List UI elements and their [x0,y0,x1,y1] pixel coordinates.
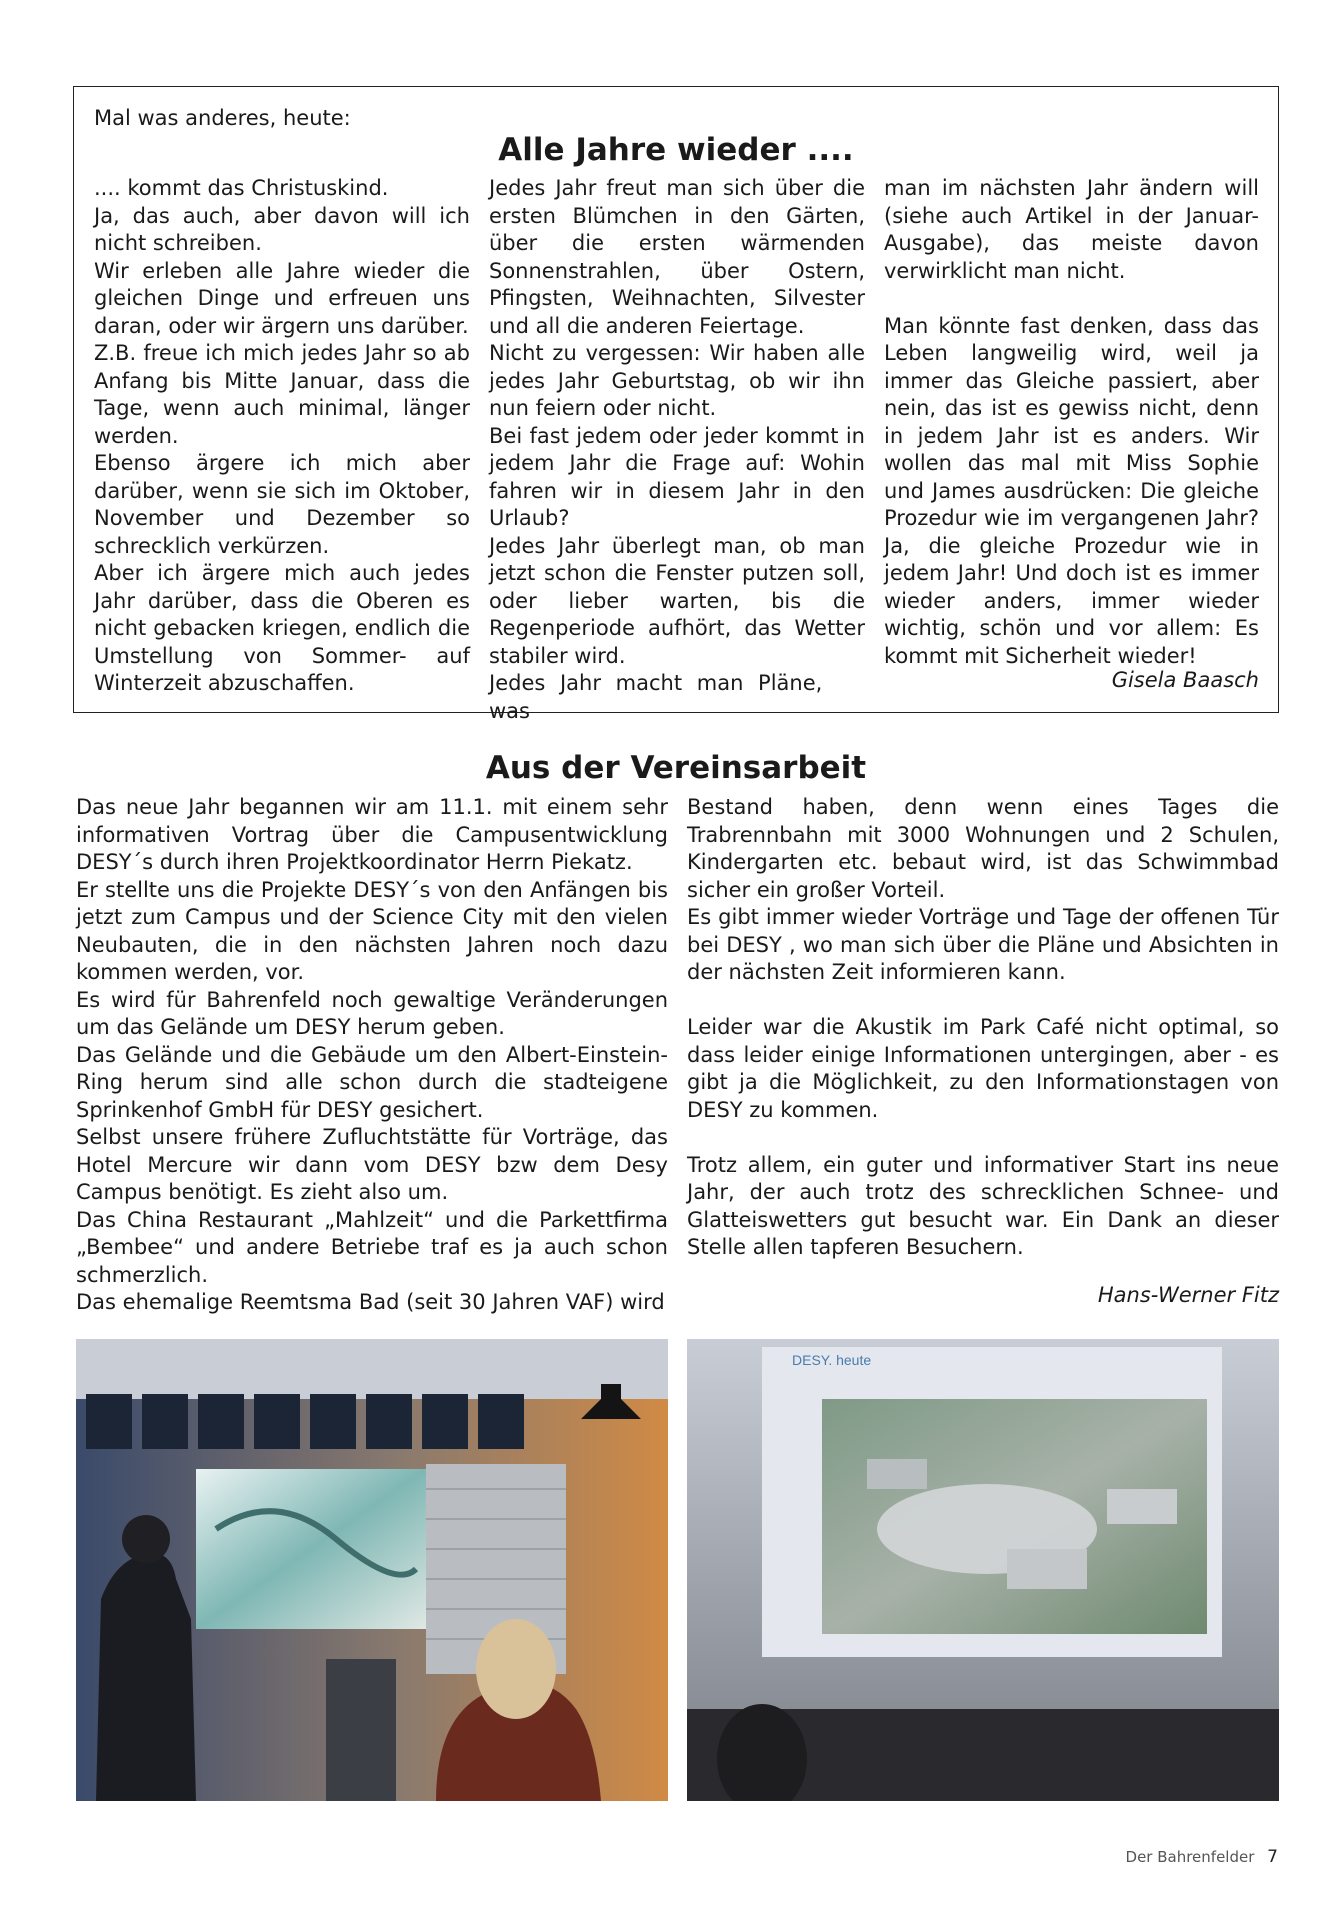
desy-slide-photo [687,1339,1279,1801]
paragraph: Das Gelände und die Gebäude um den Albert-Einstein-Ring herum sind alle schon durch die stadteigene Sprinkenhof GmbH für DESY gesichert. [76,1042,668,1122]
desy-slide-photo-image [687,1339,1279,1801]
page-number: 7 [1267,1847,1278,1867]
paragraph: Das China Restaurant „Mahlzeit“ und die Parkettfirma „Bembee“ und andere Betriebe traf es ja auch schon schmerzlich. [76,1207,668,1287]
article1-author: Gisela Baasch [1111,668,1259,692]
paragraph: Ebenso ärgere ich mich aber darüber, wenn sie sich im Oktober, November und Dezember so schrecklich verkürzen. [94,451,470,558]
lecture-photo-image [76,1339,668,1801]
paragraph: Aber ich ärgere mich auch jedes Jahr darüber, dass die Oberen es nicht gebacken kriegen, endlich die Umstellung von Sommer- auf Winterzeit abzuschaffen. [94,561,470,695]
slide-caption: DESY. heute [792,1352,872,1368]
paragraph: Das neue Jahr begannen wir am 11.1. mit einem sehr informativen Vortrag über die Campusentwicklung DESY´s durch ihren Projektkoordinator Herrn Piekatz. [76,795,668,874]
paragraph: Es gibt immer wieder Vorträge und Tage der offenen Tür bei DESY , wo man sich über die Pläne und Absichten in der nächsten Zeit informieren kann. [687,905,1279,984]
paragraph: Er stellte uns die Projekte DESY´s von den Anfängen bis jetzt zum Campus und der Science City mit den vielen Neubauten, die in den nächsten Jahren noch dazu kommen werden, vor. [76,877,668,984]
paragraph: Es wird für Bahrenfeld noch gewaltige Veränderungen um das Gelände um DESY herum geben. [76,987,668,1039]
paragraph: Nicht zu vergessen: Wir haben alle jedes Jahr Geburtstag, ob wir ihn nun feiern oder nicht. [489,341,865,420]
article2-column-1 [76,794,668,1317]
publication-name: Der Bahrenfelder [1125,1848,1255,1866]
lecture-photo [76,1339,668,1801]
paragraph: .... kommt das Christuskind. [94,176,389,200]
paragraph: Wir erleben alle Jahre wieder die gleichen Dinge und erfreuen uns daran, oder wir ärgern uns darüber. [94,258,470,338]
paragraph: Ja, das auch, aber davon will ich nicht schreiben. [94,203,470,255]
paragraph: Leider war die Akustik im Park Café nicht optimal, so dass leider einige Informationen untergingen, aber - es gibt ja die Möglichkeit, zu den Informationstagen von DESY zu kommen. [687,1015,1279,1122]
article2-author: Hans-Werner Fitz [1097,1283,1279,1307]
paragraph: Das ehemalige Reemtsma Bad (seit 30 Jahren VAF) wird [76,1290,665,1314]
page-footer [1126,1847,1278,1867]
paragraph: Jedes Jahr überlegt man, ob man jetzt schon die Fenster putzen soll, oder lieber warten, bis die Regenperiode aufhört, das Wetter stabiler wird. [489,533,865,668]
article2-column-2 [687,794,1279,1262]
article1-column-2 [489,175,865,725]
paragraph: Bei fast jedem oder jeder kommt in jedem Jahr die Frage auf: Wohin fahren wir in diesem Jahr in den Urlaub? [489,423,865,530]
article1-title: Alle Jahre wieder .... [498,132,854,168]
article1-intro: Mal was anderes, heute: [94,106,351,130]
paragraph: Man könnte fast denken, dass das Leben langweilig wird, weil ja immer das Gleiche passiert, aber nein, das ist es gewiss nicht, denn in jedem Jahr ist es anders. Wir wollen das mal mit Miss Sophie und James ausdrücken: Die gleiche Prozedur wie im vergangenen Jahr? Ja, die gleiche Prozedur wie in jedem Jahr! Und doch ist es immer wieder anders, immer wieder wichtig, schön und vor allem: Es kommt mit Sicherheit wieder! [884,313,1259,668]
paragraph: Jedes Jahr macht man Pläne, was [489,671,823,723]
paragraph: Selbst unsere frühere Zufluchtstätte für Vorträge, das Hotel Mercure wir dann vom DESY bzw dem Desy Campus benötigt. Es zieht also um. [76,1125,668,1204]
paragraph: Bestand haben, denn wenn eines Tages die Trabrennbahn mit 3000 Wohnungen und 2 Schulen, Kindergarten etc. bebaut wird, ist das Schwimmbad sicher ein großer Vorteil. [687,795,1279,902]
paragraph: Z.B. freue ich mich jedes Jahr so ab Anfang bis Mitte Januar, dass die Tage, wenn auch minimal, länger werden. [94,341,470,448]
article2-title: Aus der Vereinsarbeit [485,750,867,786]
paragraph: Jedes Jahr freut man sich über die ersten Blümchen in den Gärten, über die ersten wärmenden Sonnenstrahlen, über Ostern, Pfingsten, Weihnachten, Silvester und all die anderen Feiertage. [489,176,865,338]
paragraph: man im nächsten Jahr ändern will (siehe auch Artikel in der Januar-Ausgabe), das meiste davon verwirklicht man nicht. [884,176,1259,283]
article1-column-1 [94,175,470,698]
paragraph: Trotz allem, ein guter und informativer Start ins neue Jahr, der auch trotz des schrecklichen Schnee- und Glatteiswetters gut besucht war. Ein Dank an dieser Stelle allen tapferen Besuchern. [687,1152,1279,1259]
article1-column-3 [884,175,1259,670]
